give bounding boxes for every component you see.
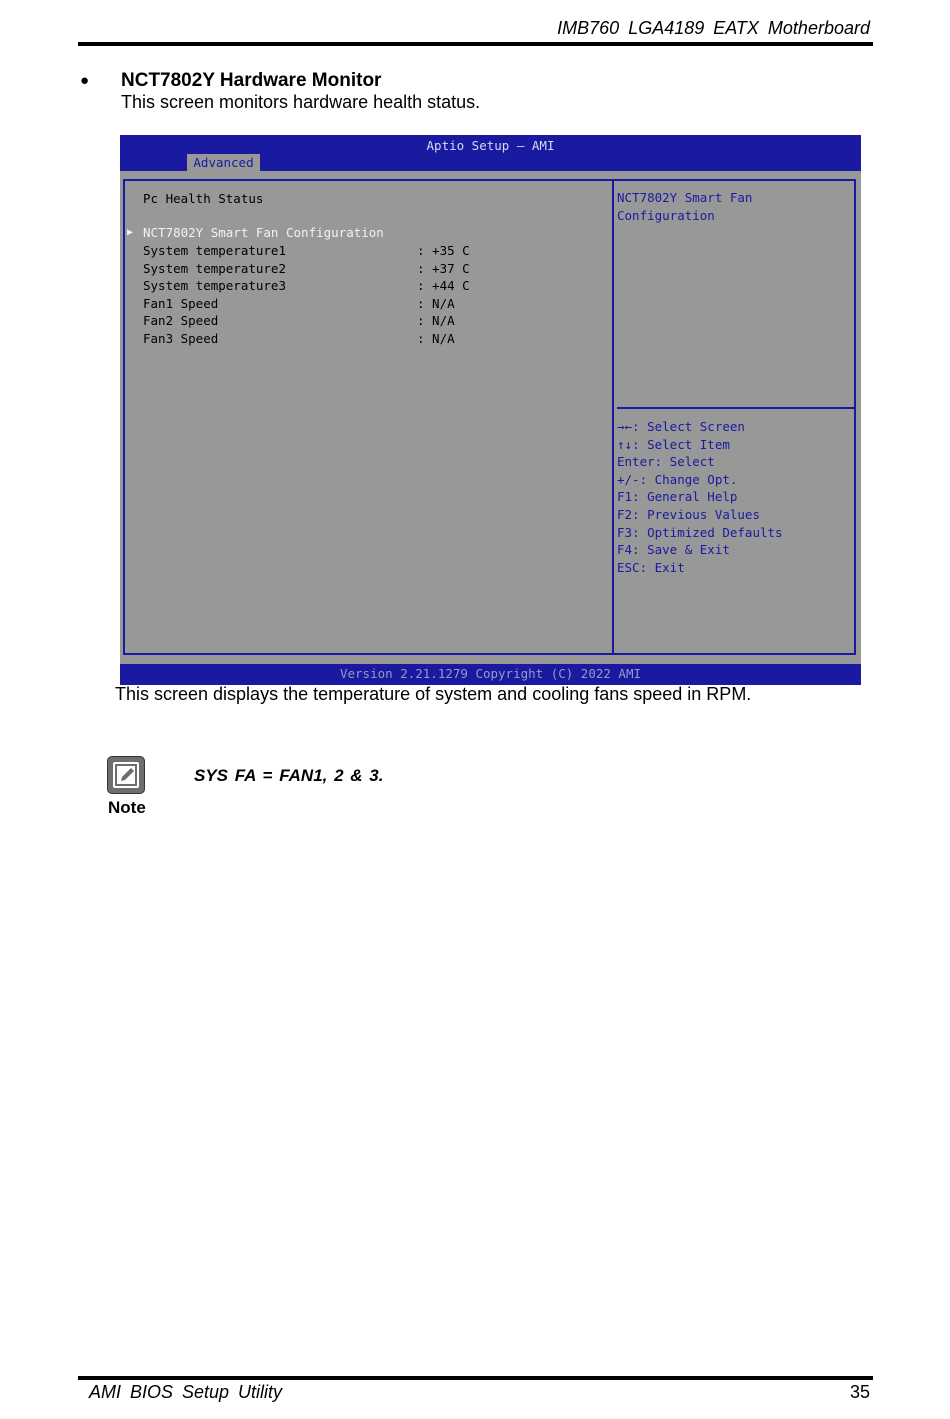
- key-help-item: ESC: Exit: [617, 560, 685, 575]
- row-label: System temperature1: [143, 243, 286, 258]
- row-label: System temperature2: [143, 261, 286, 276]
- bios-window-title: Aptio Setup – AMI: [426, 138, 555, 153]
- key-help-item: F4: Save & Exit: [617, 542, 730, 557]
- bullet-point: ●: [80, 72, 90, 89]
- submenu-arrow-icon: ▶: [127, 227, 134, 238]
- bios-status-bar: [120, 664, 861, 685]
- row-label: Fan1 Speed: [143, 296, 219, 311]
- note-pencil-icon: [107, 756, 145, 794]
- menu-item-smart-fan-config[interactable]: NCT7802Y Smart Fan Configuration: [143, 225, 384, 240]
- key-help-item: →←: Select Screen: [617, 419, 745, 434]
- help-description: NCT7802Y Smart Fan: [617, 190, 753, 205]
- footer-rule: [78, 1376, 873, 1380]
- bios-panel-divider: [612, 179, 614, 655]
- row-label: System temperature3: [143, 278, 286, 293]
- bios-title-bar: [120, 135, 861, 171]
- tab-advanced[interactable]: Advanced: [187, 154, 260, 171]
- row-value: : +35 C: [417, 243, 470, 258]
- row-value: : N/A: [417, 331, 455, 346]
- page-number: 35: [849, 1382, 870, 1402]
- section-title: NCT7802Y Hardware Monitor: [121, 70, 382, 91]
- row-value: : +37 C: [417, 261, 470, 276]
- bios-help-divider: [617, 407, 854, 409]
- footer-title: AMI BIOS Setup Utility: [89, 1382, 283, 1402]
- key-help-item: F2: Previous Values: [617, 507, 760, 522]
- note-text: SYS FA = FAN1, 2 & 3.: [194, 766, 384, 785]
- key-help-item: Enter: Select: [617, 454, 715, 469]
- screen-caption: This screen displays the temperature of system and cooling fans speed in RPM.: [115, 684, 752, 704]
- header-rule: [78, 42, 873, 46]
- note-label: Note: [108, 798, 146, 817]
- help-description: Configuration: [617, 208, 715, 223]
- row-value: : N/A: [417, 313, 455, 328]
- document-header-title: IMB760 LGA4189 EATX Motherboard: [557, 18, 870, 38]
- key-help-item: F1: General Help: [617, 489, 738, 504]
- panel-heading: Pc Health Status: [143, 191, 264, 206]
- row-label: Fan2 Speed: [143, 313, 219, 328]
- row-label: Fan3 Speed: [143, 331, 219, 346]
- section-intro: This screen monitors hardware health status.: [121, 92, 481, 112]
- key-help-item: ↑↓: Select Item: [617, 437, 730, 452]
- key-help-item: F3: Optimized Defaults: [617, 525, 783, 540]
- key-help-item: +/-: Change Opt.: [617, 472, 738, 487]
- row-value: : N/A: [417, 296, 455, 311]
- bios-screenshot: [120, 135, 861, 685]
- bios-version: Version 2.21.1279 Copyright (C) 2022 AMI: [339, 666, 642, 681]
- row-value: : +44 C: [417, 278, 470, 293]
